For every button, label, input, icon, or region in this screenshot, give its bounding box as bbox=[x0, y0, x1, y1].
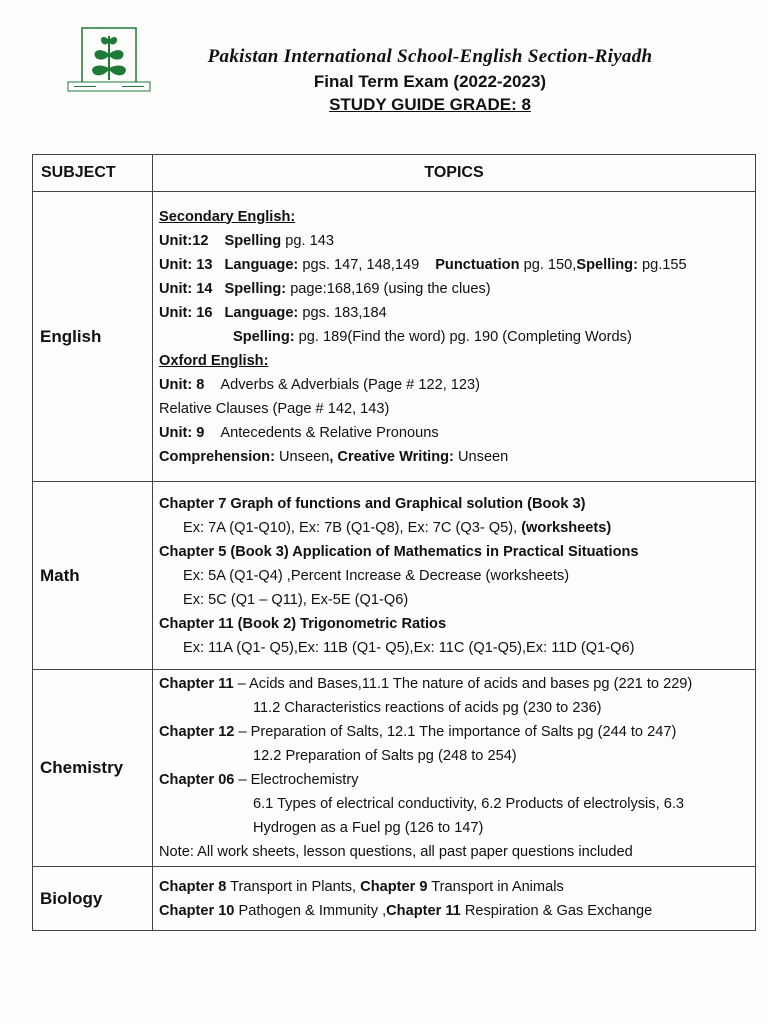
topic-label: Spelling: bbox=[233, 328, 295, 345]
oxford-english-heading: Oxford English: bbox=[159, 352, 269, 369]
school-name: Pakistan International School-English Section-Riyadh bbox=[207, 46, 653, 67]
topic-text: – Electrochemistry bbox=[234, 772, 359, 788]
topic-text: Hydrogen as a Fuel pg (126 to 147) bbox=[253, 820, 484, 836]
chapter-heading: Chapter 5 (Book 3) Application of Mathematics in Practical Situations bbox=[159, 543, 639, 560]
table-row-biology bbox=[33, 867, 756, 931]
chapter-heading: Chapter 7 Graph of functions and Graphical solution (Book 3) bbox=[159, 495, 586, 512]
subject-english: English bbox=[33, 192, 153, 482]
topics-biology bbox=[153, 867, 756, 931]
chapter-label: Chapter 12 bbox=[159, 724, 235, 740]
unit-label: Unit: 8 bbox=[159, 376, 205, 393]
chapter-label: Chapter 06 bbox=[159, 772, 235, 788]
table-header-row bbox=[33, 155, 756, 192]
topic-text: pgs. 183,184 bbox=[298, 304, 387, 321]
table-row-english bbox=[33, 192, 756, 482]
subject-chemistry: Chemistry bbox=[33, 670, 153, 867]
unit-label: Unit:12 bbox=[159, 232, 209, 249]
topic-text: Adverbs & Adverbials (Page # 122, 123) bbox=[220, 376, 481, 393]
topic-label: Punctuation bbox=[435, 256, 520, 273]
study-guide-table bbox=[32, 154, 756, 931]
chapter-label: Chapter 11 bbox=[159, 676, 234, 692]
topic-text: Ex: 5A (Q1-Q4) ,Percent Increase & Decrease (worksheets) bbox=[183, 567, 570, 584]
unit-label: Unit: 14 bbox=[159, 280, 213, 297]
topic-text: Unseen bbox=[453, 448, 509, 465]
subject-math: Math bbox=[33, 482, 153, 670]
chapter-label: Chapter 8 bbox=[159, 878, 227, 895]
unit-label: Unit: 13 bbox=[159, 256, 213, 273]
topic-label: Spelling bbox=[224, 232, 282, 249]
topic-label: , Creative Writing: bbox=[329, 448, 454, 465]
topic-text: pg. 150, bbox=[519, 256, 577, 273]
topics-chemistry bbox=[153, 670, 756, 867]
topic-text: Ex: 5C (Q1 – Q11), Ex-5E (Q1-Q6) bbox=[183, 591, 409, 608]
subject-biology: Biology bbox=[33, 867, 153, 931]
chapter-heading: Chapter 11 (Book 2) Trigonometric Ratios bbox=[159, 615, 447, 632]
topic-text: 11.2 Characteristics reactions of acids pg (230 to 236) bbox=[253, 700, 602, 716]
topics-math bbox=[153, 482, 756, 670]
topic-label: Spelling: bbox=[576, 256, 638, 273]
topic-text: Respiration & Gas Exchange bbox=[460, 902, 653, 919]
topic-text: pg. 189(Find the word) pg. 190 (Completing Words) bbox=[294, 328, 632, 345]
topic-text: Transport in Plants, bbox=[226, 878, 361, 895]
topic-text: 6.1 Types of electrical conductivity, 6.2 Products of electrolysis, 6.3 bbox=[253, 796, 684, 812]
exam-title: Final Term Exam (2022-2023) bbox=[313, 72, 547, 91]
topic-text: – Preparation of Salts, 12.1 The importance of Salts pg (244 to 247) bbox=[234, 724, 677, 740]
topic-label: Spelling: bbox=[224, 280, 287, 297]
secondary-english-heading: Secondary English: bbox=[159, 208, 296, 225]
document-header bbox=[150, 44, 710, 116]
unit-label: Unit: 16 bbox=[159, 304, 213, 321]
topic-text: pg. 143 bbox=[281, 232, 334, 249]
guide-title: STUDY GUIDE GRADE: 8 bbox=[329, 95, 531, 114]
table-row-math bbox=[33, 482, 756, 670]
topic-text: Relative Clauses (Page # 142, 143) bbox=[159, 400, 390, 417]
topic-text: Unseen bbox=[274, 448, 330, 465]
topic-text: pg.155 bbox=[637, 256, 687, 273]
topic-text: 12.2 Preparation of Salts pg (248 to 254) bbox=[253, 748, 517, 764]
topic-label: (worksheets) bbox=[521, 519, 612, 536]
column-header-subject: SUBJECT bbox=[33, 155, 153, 192]
topic-text: Transport in Animals bbox=[427, 878, 564, 895]
chapter-label: Chapter 11 bbox=[386, 902, 461, 919]
table-row-chemistry bbox=[33, 670, 756, 867]
topic-text: pgs. 147, 148,149 bbox=[298, 256, 420, 273]
chapter-label: Chapter 10 bbox=[159, 902, 235, 919]
topic-label: Comprehension: bbox=[159, 448, 275, 465]
chapter-label: Chapter 9 bbox=[360, 878, 428, 895]
topic-text: – Acids and Bases,11.1 The nature of acids and bases pg (221 to 229) bbox=[233, 676, 693, 692]
unit-label: Unit: 9 bbox=[159, 424, 205, 441]
topic-text: Ex: 11A (Q1- Q5),Ex: 11B (Q1- Q5),Ex: 11C (Q1-Q5),Ex: 11D (Q1-Q6) bbox=[183, 639, 635, 656]
topic-text: Pathogen & Immunity , bbox=[234, 902, 387, 919]
topics-english bbox=[153, 192, 756, 482]
topic-text: page:168,169 (using the clues) bbox=[286, 280, 491, 297]
topic-text: Ex: 7A (Q1-Q10), Ex: 7B (Q1-Q8), Ex: 7C (Q3- Q5), bbox=[183, 519, 522, 536]
topic-text: Antecedents & Relative Pronouns bbox=[220, 424, 439, 441]
topic-label: Language: bbox=[224, 256, 299, 273]
topic-label: Language: bbox=[224, 304, 299, 321]
school-crest-icon bbox=[66, 26, 152, 96]
chemistry-note: Note: All work sheets, lesson questions, all past paper questions included bbox=[159, 844, 633, 860]
column-header-topics: TOPICS bbox=[153, 155, 756, 192]
